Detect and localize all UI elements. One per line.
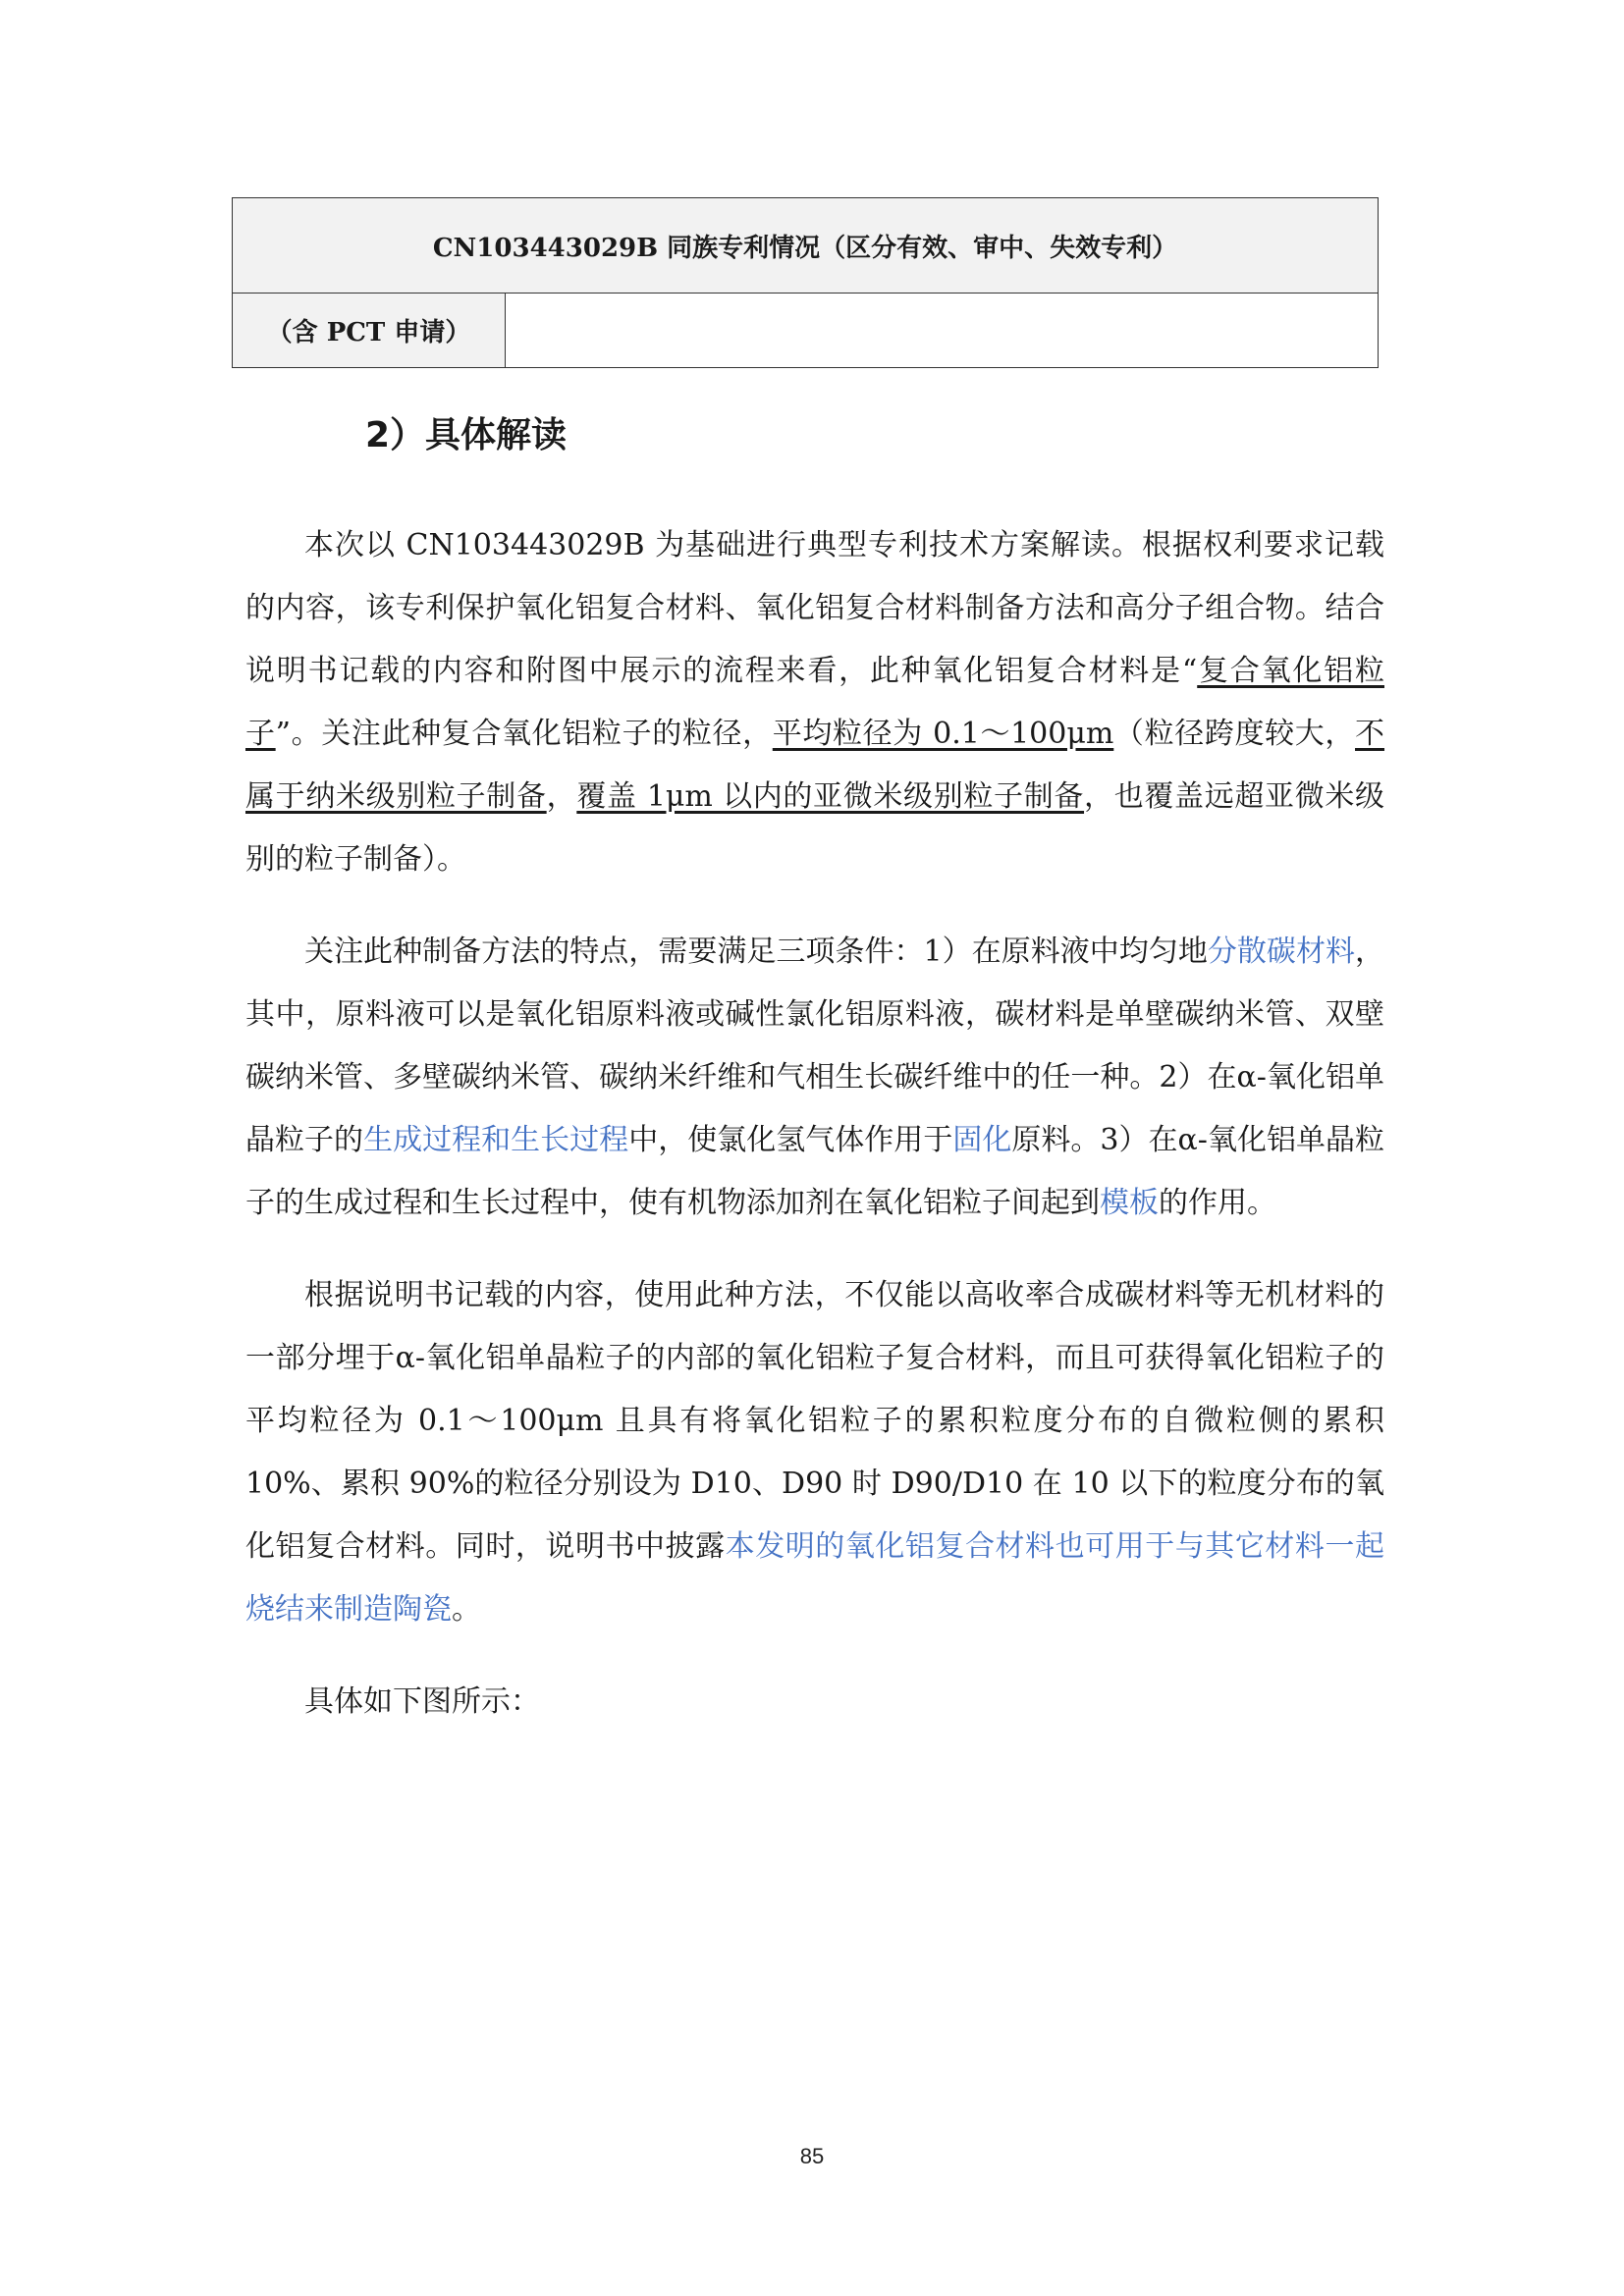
table-row-label: （含 PCT 申请） (233, 294, 506, 368)
paragraph-3 (245, 1264, 1384, 1641)
text-run: ， (546, 779, 577, 814)
highlighted-text: 本发明的氧化铝复合材料也可用于与其它材料一起烧结来制造陶瓷 (245, 1529, 1385, 1627)
paragraph-4 (245, 1671, 1384, 1734)
underlined-text: 不属于纳米级别粒子制备 (245, 717, 1385, 814)
text-run: 原料。3）在α-氧化铝单晶粒子的生成过程和生长过程中，使有机物添加剂在氧化铝粒子间起到 (245, 1123, 1385, 1220)
underlined-text: 覆盖 1μm 以内的亚微米级别粒子制备 (576, 779, 1085, 814)
text-run: （粒径跨度较大， (1113, 717, 1356, 751)
text-run: ”。关注此种复合氧化铝粒子的粒径， (275, 717, 773, 751)
text-run: 根据说明书记载的内容，使用此种方法，不仅能以高收率合成碳材料等无机材料的一部分埋于α-氧化铝单晶粒子的内部的氧化铝粒子复合材料，而且可获得氧化铝粒子的平均粒径为 0.1～100μm 且具有将氧化铝粒子的累积粒度分布的自微粒侧的累积 10%、累积 90%的粒径分别设为 D10、D90 时 D90/D10 在 10 以下的粒度分布的氧化铝复合材料。同时，说明书中披露 (245, 1278, 1384, 1564)
page-number: 85 (799, 2144, 825, 2168)
text-run: 中，使氯化氢气体作用于 (628, 1123, 953, 1157)
table-row-value (506, 294, 1379, 368)
highlighted-text: 分散碳材料 (1207, 934, 1356, 969)
text-run: 本次以 CN103443029B 为基础进行典型专利技术方案解读。根据权利要求记载的内容，该专利保护氧化铝复合材料、氧化铝复合材料制备方法和高分子组合物。结合说明书记载的内容和附图中展示的流程来看，此种氧化铝复合材料是“ (245, 528, 1384, 688)
highlighted-text: 模板 (1100, 1186, 1159, 1220)
text-run: 关注此种制备方法的特点，需要满足三项条件：1）在原料液中均匀地 (304, 934, 1208, 969)
table-row (233, 294, 1379, 368)
underlined-text: 平均粒径为 0.1～100μm (772, 717, 1114, 751)
highlighted-text: 生成过程和生长过程 (363, 1123, 629, 1157)
patent-family-table (232, 197, 1379, 368)
text-run: ，也覆盖远超亚微米级别的粒子制备）。 (245, 779, 1385, 877)
highlighted-text: 固化 (952, 1123, 1012, 1157)
text-run: 的作用。 (1159, 1186, 1276, 1220)
paragraph-2 (245, 921, 1384, 1235)
text-run: 。 (452, 1592, 481, 1627)
text-run: ，其中，原料液可以是氧化铝原料液或碱性氯化铝原料液，碳材料是单壁碳纳米管、双壁碳纳米管、多壁碳纳米管、碳纳米纤维和气相生长碳纤维中的任一种。2）在α-氧化铝单晶粒子的 (245, 934, 1385, 1157)
section-heading: 2）具体解读 (365, 415, 568, 455)
underlined-text: 复合氧化铝粒子 (245, 654, 1384, 751)
body-text (245, 514, 1384, 1763)
paragraph-1 (245, 514, 1384, 891)
table-header-cell: CN103443029B 同族专利情况（区分有效、审中、失效专利） (233, 198, 1379, 294)
table-header-row (233, 198, 1379, 294)
text-run: 具体如下图所示： (304, 1684, 540, 1719)
